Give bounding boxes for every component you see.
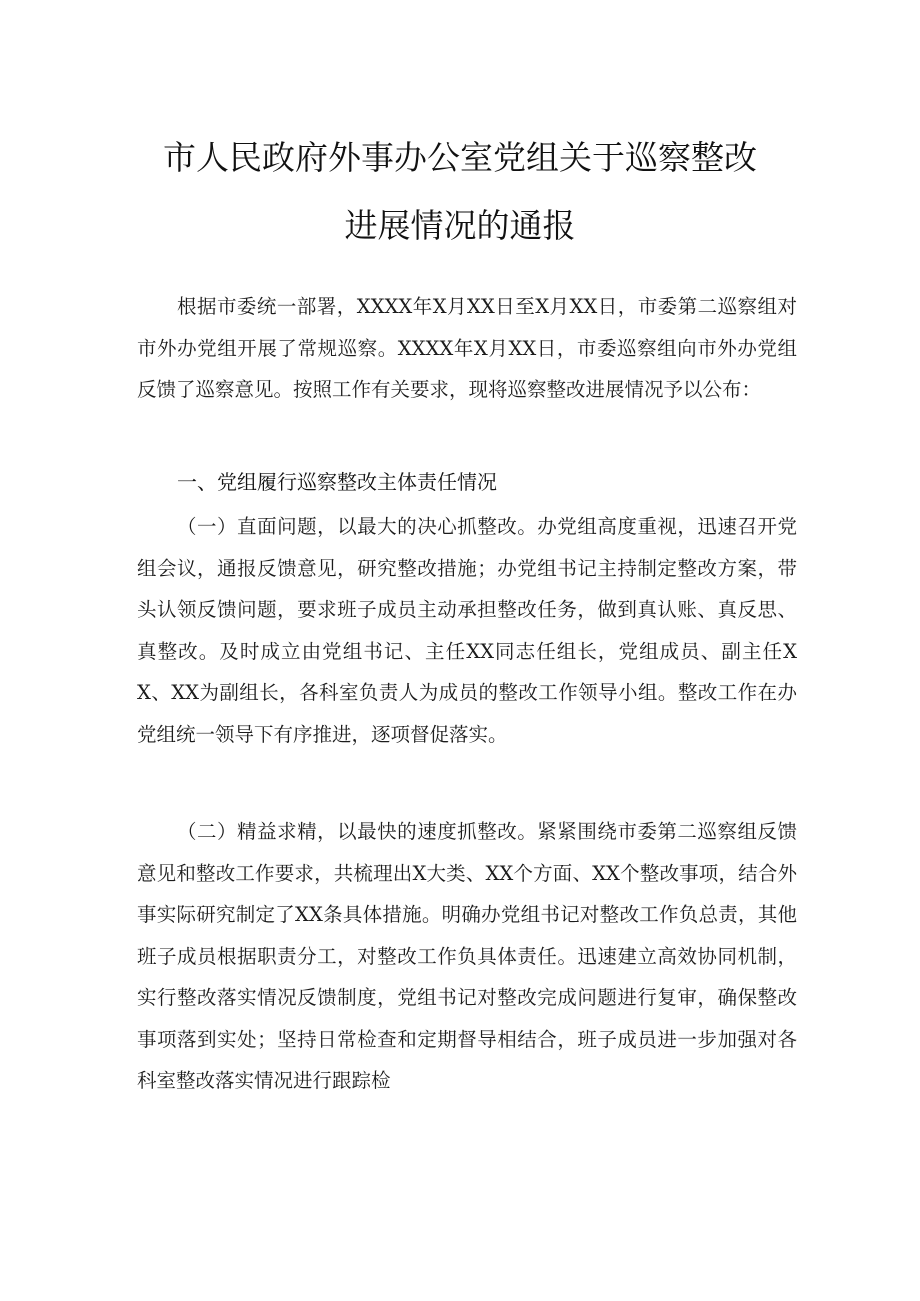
document-title-line2: 进展情况的通报 (344, 206, 576, 245)
document-title-line1: 市人民政府外事办公室党组关于巡察整改 (163, 138, 757, 177)
paragraph-one: （一）直面问题，以最大的决心抓整改。办党组高度重视，迅速召开党组会议，通报反馈意见，研究整改措施；办党组书记主持制定整改方案，带头认领反馈问题，要求班子成员主动承担整改任务，做到真认账、真反思、真整改。及时成立由党组书记、主任XX同志任组长，党组成员、副主任XX、XX为副组长，各科室负责人为成员的整改工作领导小组。整改工作在办党组统一领导下有序推进，逐项督促落实。 (137, 515, 797, 746)
intro-paragraph: 根据市委统一部署，XXXX年X月XX日至X月XX日，市委第二巡察组对市外办党组开展了常规巡察。XXXX年X月XX日，市委巡察组向市外办党组反馈了巡察意见。按照工作有关要求，现将巡察整改进展情况予以公布： (137, 295, 797, 401)
paragraph-two: （二）精益求精，以最快的速度抓整改。紧紧围绕市委第二巡察组反馈意见和整改工作要求，共梳理出X大类、XX个方面、XX个整改事项，结合外事实际研究制定了XX条具体措施。明确办党组书记对整改工作负总责，其他班子成员根据职责分工，对整改工作负具体责任。迅速建立高效协同机制，实行整改落实情况反馈制度，党组书记对整改完成问题进行复审，确保整改事项落到实处；坚持日常检查和定期督导相结合，班子成员进一步加强对各科室整改落实情况进行跟踪检 (137, 820, 797, 1092)
section-heading: 一、党组履行巡察整改主体责任情况 (177, 470, 497, 494)
